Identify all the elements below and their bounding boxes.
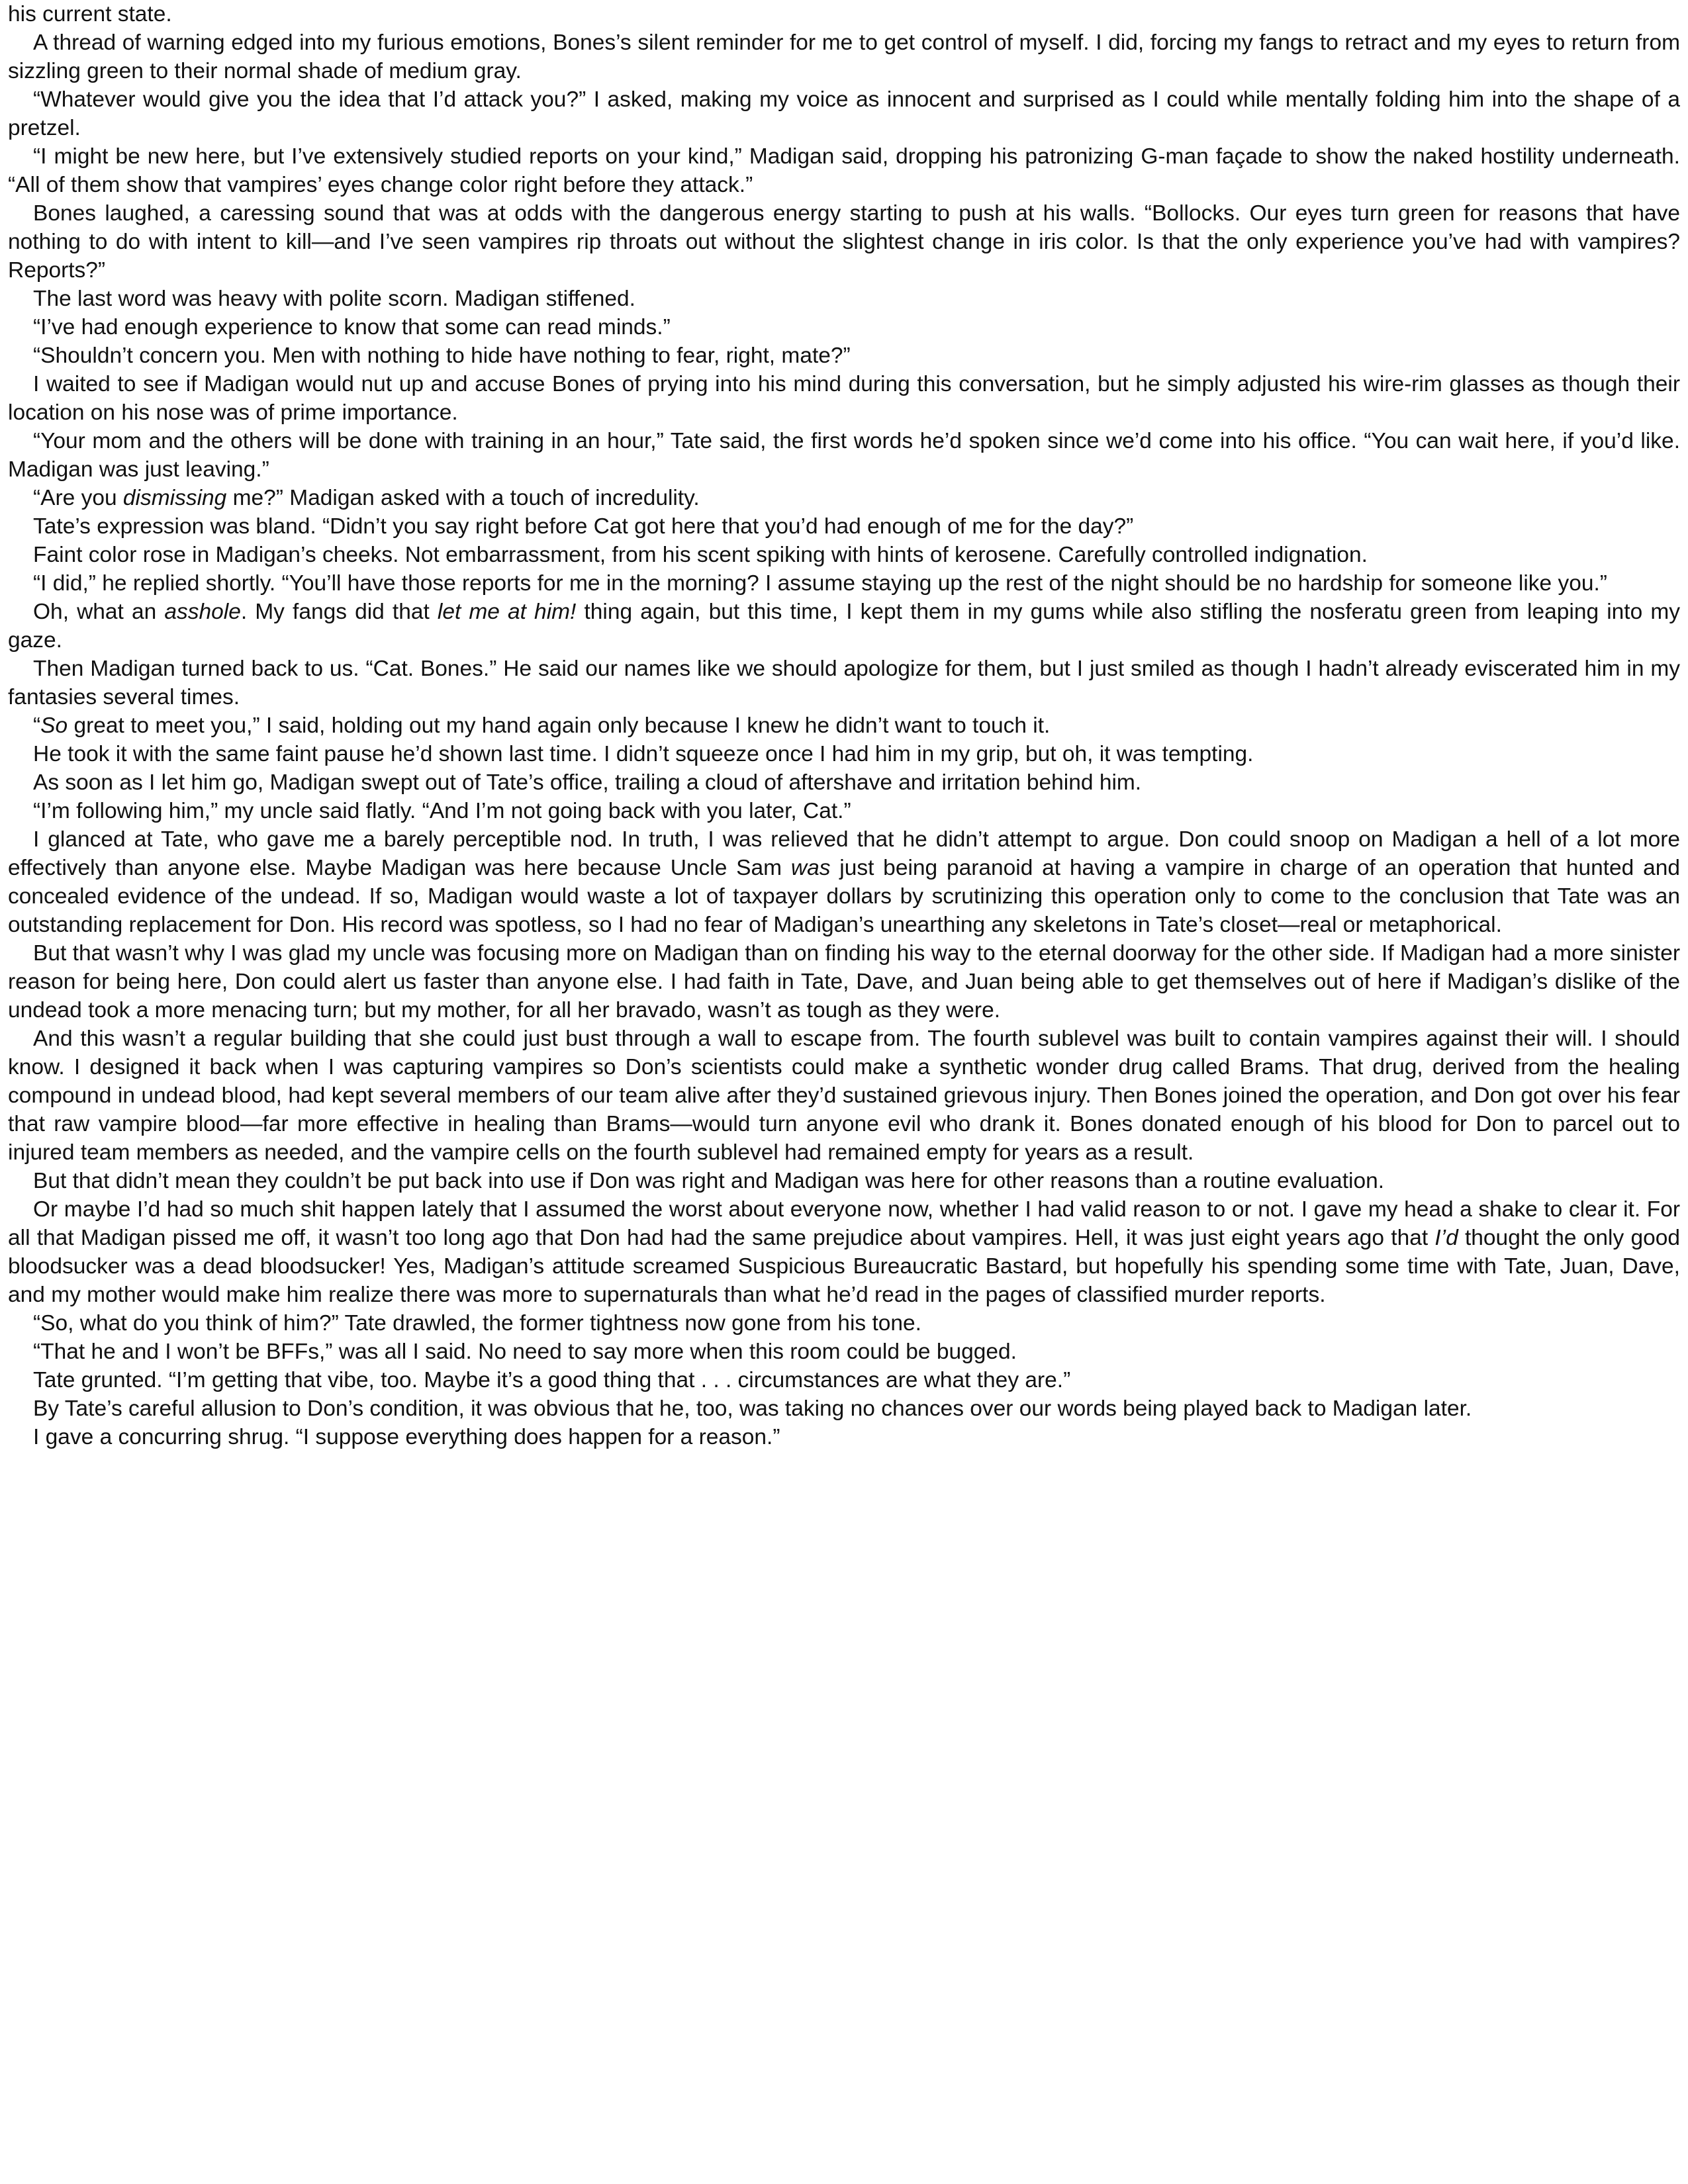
paragraph bbox=[8, 569, 1680, 598]
paragraph bbox=[8, 199, 1680, 285]
paragraph bbox=[8, 1024, 1680, 1167]
text-run: “Whatever would give you the idea that I’d attack you?” I asked, making my voice as innocent and surprised as I could while mentally folding him into the shape of a pretzel. bbox=[8, 87, 1680, 140]
paragraph bbox=[8, 512, 1680, 541]
text-run: The last word was heavy with polite scorn. Madigan stiffened. bbox=[33, 287, 635, 311]
text-run: But that didn’t mean they couldn’t be put back into use if Don was right and Madigan was here for other reasons than a routine evaluation. bbox=[33, 1169, 1385, 1193]
paragraph bbox=[8, 1309, 1680, 1338]
text-run: A thread of warning edged into my furious emotions, Bones’s silent reminder for me to get control of myself. I did, forcing my fangs to retract and my eyes to return from sizzling green to their normal shade of medium gray. bbox=[8, 30, 1680, 83]
text-run: As soon as I let him go, Madigan swept out of Tate’s office, trailing a cloud of aftershave and irritation behind him. bbox=[33, 770, 1142, 795]
paragraph bbox=[8, 825, 1680, 939]
paragraph bbox=[8, 939, 1680, 1024]
paragraph bbox=[8, 655, 1680, 711]
text-run: But that wasn’t why I was glad my uncle was focusing more on Madigan than on finding his way to the eternal doorway for the other side. If Madigan had a more sinister reason for being here, Don could alert us faster than anyone else. I had faith in Tate, Dave, and Juan being able to get themselves out of here if Madigan’s dislike of the undead took a more menacing turn; but my mother, for all her bravado, wasn’t as tough as they were. bbox=[8, 941, 1680, 1023]
paragraph bbox=[8, 1394, 1680, 1423]
emphasis-text: asshole bbox=[164, 600, 241, 624]
paragraph bbox=[8, 1338, 1680, 1366]
text-run: “Your mom and the others will be done with training in an hour,” Tate said, the first words he’d spoken since we’d come into his office. “You can wait here, if you’d like. Madigan was just leaving.” bbox=[8, 429, 1680, 482]
text-run: . My fangs did that bbox=[240, 600, 438, 624]
text-run: “ bbox=[33, 713, 41, 738]
text-run: “Are you bbox=[33, 486, 123, 510]
paragraph bbox=[8, 427, 1680, 484]
text-run: “I did,” he replied shortly. “You’ll have those reports for me in the morning? I assume staying up the rest of the night should be no hardship for someone like you.” bbox=[33, 571, 1607, 596]
paragraph bbox=[8, 740, 1680, 768]
text-run: Tate grunted. “I’m getting that vibe, too. Maybe it’s a good thing that . . . circumstances are what they are.” bbox=[33, 1368, 1071, 1392]
text-run: great to meet you,” I said, holding out my hand again only because I knew he didn’t want to touch it. bbox=[68, 713, 1051, 738]
paragraph bbox=[8, 85, 1680, 142]
paragraph bbox=[8, 1423, 1680, 1451]
page-text bbox=[8, 0, 1680, 1451]
text-run: “That he and I won’t be BFFs,” was all I said. No need to say more when this room could be bugged. bbox=[33, 1340, 1017, 1364]
emphasis-text: So bbox=[40, 713, 68, 738]
emphasis-text: I’d bbox=[1434, 1226, 1458, 1250]
text-run: I waited to see if Madigan would nut up and accuse Bones of prying into his mind during this conversation, but he simply adjusted his wire-rim glasses as though their location on his nose was of prime importance. bbox=[8, 372, 1680, 425]
text-run: thought the only good bloodsucker was a dead bloodsucker! Yes, Madigan’s attitude screamed Suspicious Bureaucratic Bastard, but hopefully his spending some time with Tate, Juan, Dave, and my mother would make him realize there was more to supernaturals than what he’d read in the pages of classified murder reports. bbox=[8, 1226, 1680, 1307]
paragraph bbox=[8, 541, 1680, 569]
text-run: Or maybe I’d had so much shit happen lately that I assumed the worst about everyone now, whether I had valid reason to or not. I gave my head a shake to clear it. For all that Madigan pissed me off, it wasn’t too long ago that Don had had the same prejudice about vampires. Hell, it was just eight years ago that bbox=[8, 1197, 1680, 1250]
paragraph bbox=[8, 313, 1680, 341]
text-run: Bones laughed, a caressing sound that was at odds with the dangerous energy starting to push at his walls. “Bollocks. Our eyes turn green for reasons that have nothing to do with intent to kill—and I’ve seen vampires rip throats out without the slightest change in iris color. Is that the only experience you’ve had with vampires? Reports?” bbox=[8, 201, 1680, 283]
text-run: “I’ve had enough experience to know that some can read minds.” bbox=[33, 315, 671, 340]
text-run: “I’m following him,” my uncle said flatly. “And I’m not going back with you later, Cat.” bbox=[33, 799, 851, 823]
paragraph bbox=[8, 1366, 1680, 1394]
paragraph bbox=[8, 797, 1680, 825]
text-run: “Shouldn’t concern you. Men with nothing to hide have nothing to fear, right, mate?” bbox=[33, 343, 851, 368]
emphasis-text: dismissing bbox=[122, 486, 227, 510]
text-run: I glanced at Tate, who gave me a barely perceptible nod. In truth, I was relieved that he didn’t attempt to argue. Don could snoop on Madigan a hell of a lot more effectively than anyone else. Maybe Madigan was here because Uncle Sam bbox=[8, 827, 1680, 880]
text-run: thing again, but this time, I kept them in my gums while also stifling the nosferatu green from leaping into my gaze. bbox=[8, 600, 1680, 653]
text-run: Faint color rose in Madigan’s cheeks. Not embarrassment, from his scent spiking with hints of kerosene. Carefully controlled indignation. bbox=[33, 543, 1368, 567]
paragraph bbox=[8, 768, 1680, 797]
text-run: “I might be new here, but I’ve extensively studied reports on your kind,” Madigan said, dropping his patronizing G-man façade to show the naked hostility underneath. “All of them show that vampires’ eyes change color right before they attack.” bbox=[8, 144, 1680, 197]
paragraph bbox=[8, 0, 1680, 28]
paragraph bbox=[8, 370, 1680, 427]
paragraph bbox=[8, 142, 1680, 199]
paragraph bbox=[8, 285, 1680, 313]
text-run: He took it with the same faint pause he’d shown last time. I didn’t squeeze once I had him in my grip, but oh, it was tempting. bbox=[33, 742, 1254, 766]
emphasis-text: was bbox=[790, 856, 831, 880]
paragraph bbox=[8, 484, 1680, 512]
text-run: Oh, what an bbox=[33, 600, 165, 624]
paragraph bbox=[8, 1167, 1680, 1195]
text-run: “So, what do you think of him?” Tate drawled, the former tightness now gone from his tone. bbox=[33, 1311, 921, 1336]
emphasis-text: let me at him! bbox=[437, 600, 577, 624]
text-run: me?” Madigan asked with a touch of incredulity. bbox=[226, 486, 700, 510]
paragraph bbox=[8, 1195, 1680, 1309]
paragraph bbox=[8, 28, 1680, 85]
paragraph bbox=[8, 711, 1680, 740]
text-run: Tate’s expression was bland. “Didn’t you say right before Cat got here that you’d had enough of me for the day?” bbox=[33, 514, 1134, 539]
text-run: I gave a concurring shrug. “I suppose everything does happen for a reason.” bbox=[33, 1425, 780, 1449]
text-run: By Tate’s careful allusion to Don’s condition, it was obvious that he, too, was taking no chances over our words being played back to Madigan later. bbox=[33, 1396, 1472, 1421]
text-run: Then Madigan turned back to us. “Cat. Bones.” He said our names like we should apologize for them, but I just smiled as though I hadn’t already eviscerated him in my fantasies several times. bbox=[8, 657, 1680, 709]
text-run: just being paranoid at having a vampire in charge of an operation that hunted and concealed evidence of the undead. If so, Madigan would waste a lot of taxpayer dollars by scrutinizing this operation only to come to the conclusion that Tate was an outstanding replacement for Don. His record was spotless, so I had no fear of Madigan’s unearthing any skeletons in Tate’s closet—real or metaphorical. bbox=[8, 856, 1680, 937]
text-run: And this wasn’t a regular building that she could just bust through a wall to escape from. The fourth sublevel was built to contain vampires against their will. I should know. I designed it back when I was capturing vampires so Don’s scientists could make a synthetic wonder drug called Brams. That drug, derived from the healing compound in undead blood, had kept several members of our team alive after they’d sustained grievous injury. Then Bones joined the operation, and Don got over his fear that raw vampire blood—far more effective in healing than Brams—would turn anyone evil who drank it. Bones donated enough of his blood for Don to parcel out to injured team members as needed, and the vampire cells on the fourth sublevel had remained empty for years as a result. bbox=[8, 1026, 1680, 1165]
text-run: his current state. bbox=[8, 2, 172, 26]
paragraph bbox=[8, 598, 1680, 655]
paragraph bbox=[8, 341, 1680, 370]
